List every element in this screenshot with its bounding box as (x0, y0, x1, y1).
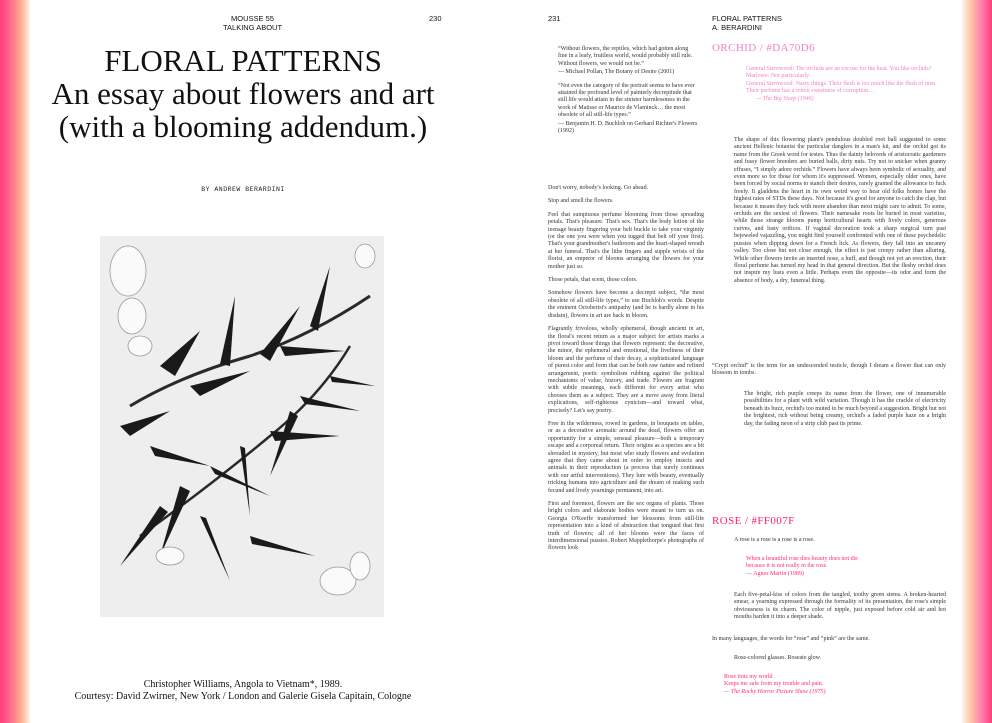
body-column-left (548, 185, 704, 559)
body-paragraph: Free in the wilderness, rowed in gardens, in bouquets on tables, or as a decorative aromatic around the dead, flowers offer an opportunity for a simple, sensual pleasure—both a temporary escape and a corporeal return. Their origins as a species are a bit shrouded in mystery, but most who study flowers and evolution agree that they came about in order to employ insects and animals in their reproduction (a process that surely continues with our artful interventions). They lure with beauty, eventually tricking humans into agriculture and the dream of making such fecund and lively yearnings permanent, into art. (548, 420, 704, 494)
crypt-orchid-paragraph: “Crypt orchid” is the term for an undescended testicle, though I dream a flower that can only blossom in tombs. (712, 363, 946, 377)
right-header (712, 14, 782, 32)
pollan-attribution: — Michael Pollan, The Botany of Desire (2001) (558, 69, 675, 76)
left-page-gradient-edge (0, 0, 30, 723)
orchid-body (734, 137, 946, 291)
rose-glasses-line: Rose-colored glasses. Roseate glow. (734, 655, 822, 661)
agnes-martin-quote (746, 556, 946, 578)
orchid-color-paragraph: The bright, rich purple creeps its name from the flower, one of innumerable possibilities for a plant with wild variation. Though it has the crackle of electricity beneath its buzz, orchid's too muted to be much beyond a suggestion. Bright but not the brightest, rich without being creamy, orchid's a faded purple haze on a bright day, the fading neon of a strip club past its prime. (744, 391, 946, 427)
rose-heading: ROSE / #FF007F (712, 515, 795, 527)
right-page (496, 0, 962, 723)
body-paragraph: Don't worry, nobody's looking. Go ahead. (548, 185, 649, 191)
orchid-color-note (744, 391, 946, 434)
dialogue-line: General Sternwood: Nasty things. Their flesh is too much like the flesh of men. Their perfume has a rotten sweetness of corruption… (746, 80, 937, 95)
caption-courtesy: Courtesy: David Zwirner, New York / London and Galerie Gisela Capitain, Cologne (74, 691, 412, 702)
title-line-2: An essay about flowers and art (51, 76, 435, 111)
body-paragraph: Feel that sumptuous perfume blooming from those spreading petals. That's pleasure. That's sex. That's the body lotion of the teenage beauty fingering your belt buckle to take your virginity (or the one you were when you tugged that belt off your first). That's your grandmother's bathroom and the heart-shaped wreath at her funeral. That's the lithe fingers and supple wrists of the florist, an emperor of blooms arranging the flowers for your mother just so. (548, 211, 704, 270)
orchid-heading: ORCHID / #DA70D6 (712, 42, 815, 54)
rose-line (734, 537, 946, 550)
magazine-issue: MOUSSE 55 (231, 14, 274, 23)
orchid-dialogue (746, 66, 946, 103)
body-paragraph: Those petals, that scent, those colors. (548, 277, 638, 284)
rose-glasses (734, 655, 946, 668)
rose-languages-line: In many languages, the words for “rose” and “pink” are the same. (712, 636, 870, 642)
dialogue-line: Marlowe: Not particularly. (746, 73, 811, 80)
rose-is-a-rose: A rose is a rose is a rose is a rose. (734, 537, 815, 543)
right-page-number: 231 (548, 14, 561, 23)
lyric-line: Rose tints my world (724, 674, 773, 680)
running-author: A. BERARDINI (712, 23, 763, 32)
flower-photograph (100, 236, 384, 617)
byline: BY ANDREW BERARDINI (201, 186, 285, 193)
body-paragraph: Stop and smell the flowers. (548, 198, 614, 205)
dialogue-line: General Sternwood: The orchids are an excuse for the heat. You like orchids? (746, 66, 932, 72)
buchloh-quote: “Not even the category of the portrait seems to have ever attained the profound level of painterly decrepitude that still life would attain in the sinister harmlessness in the work of Matisse or Maurice de Vlaminck… the most obsolete of all still-life types.” (558, 82, 695, 119)
title-line-3: (with a blooming addendum.) (58, 109, 428, 144)
left-header (223, 14, 282, 32)
caption-credit: Christopher Williams, Angola to Vietnam*, 1989. (143, 679, 343, 690)
running-title: FLORAL PATTERNS (712, 14, 782, 23)
pollan-quote: “Without flowers, the reptiles, which had gotten along fine in a leafy, fruitless world, would probably still rule. Without flowers, we would not be.” (558, 46, 693, 67)
rocky-horror-quote (724, 674, 944, 696)
rose-body (734, 592, 946, 628)
right-page-gradient-edge (962, 0, 992, 723)
title-line-1: FLORAL PATTERNS (104, 43, 382, 78)
quote-attribution: — Agnes Martin (1989) (746, 570, 804, 577)
photo-caption (30, 679, 456, 703)
left-page (30, 0, 496, 723)
dialogue-source: — The Big Sleep (1946) (756, 95, 814, 102)
quote-line: because it is not really in the rose. (746, 563, 828, 570)
orchid-crypt-note (712, 363, 946, 384)
section-name: TALKING ABOUT (223, 23, 283, 32)
rose-paragraph: Each five-petal-kiss of colors from the tangled, toothy green stems. A broken-hearted smear, a yearning expressed through the formality of its presentation, the rose's simple obviousness is its charm. The color of nipple, just exposed before cold air and hot mouths harden it into a deeper shade. (734, 592, 946, 621)
epigraph-quotes (558, 46, 698, 140)
left-page-number: 230 (429, 14, 442, 23)
body-paragraph: First and foremost, flowers are the sex organs of plants. Those bright colors and elaborate bodies were meant to turn us on. Georgia O'Keeffe transformed her blossoms from still-life representation into a kind of abstraction that tongued that first truth of flowers; all of her blooms were the faces of interdimensional pussies. Robert Mapplethorpe's photographs of flowers look (548, 501, 704, 552)
article-title (30, 44, 456, 143)
rose-languages (712, 636, 946, 649)
buchloh-attribution: — Benjamin H. D. Buchloh on Gerhard Richter's Flowers (1992) (558, 120, 698, 135)
quote-line: When a beautiful rose dies beauty does not die (746, 556, 858, 562)
lyric-attribution: — The Rocky Horror Picture Show (1975) (724, 688, 826, 695)
lyric-line: Keeps me safe from my trouble and pain. (724, 681, 824, 688)
body-paragraph: Flagrantly frivolous, wholly ephemeral, though ancient in art, the floral's recent return as a major subject for artists marks a pivot toward those things that flowers represent: the decorative, the minor, the ephemeral and emotional, the liveliness of their bloom and the perfume of their decay, a sophisticated language of purest color and form that can be both raw nature and refined arrangement, poetic symbolism rubbing against the political mechanisms of value, history, and trade. Flowers are fragrant with subtle meanings, each different for every artist who chooses them as a subject. They are a move away from literal explications, self-righteous cynicism—and toward what, precisely? Let's say poetry. (548, 326, 704, 414)
body-paragraph: Somehow flowers have become a decrepit subject, “the most obsolete of all still-life types,” to use Buchloh's words. Despite the eminent Octoberist's antipathy (and he is hardly alone in his disdain), flowers in art are back in bloom. (548, 290, 704, 319)
orchid-paragraph: The shape of this flowering plant's pendulous doubled root ball suggested to some ancient Hellenic botanist the particular danglers in a man's kit, and the orchid got its name from the Greek word for testes. Thus the dainty beloveds of aristocratic gardeners and fussy flower breeders are buried balls, dirty nuts. Try not to snicker when granny effuses, “I simply adore orchids.” Flowers have always been symbolic of sexuality, and even more so for those for whom it's suppressed. Women, especially older ones, have been forced by social norms to stanch their desires, rarely granted the allowance to fuck freely. It gladdens the heart in its own weird way to hear old folks homes have the highest rates of STDs these days. Not because it's good for anyone to catch the clap, but because it means they fuck with more abandon than most might care to admit. To some, orchids are the sexiest of flowers. Their namesake roots lie buried in most varieties, while those strange blooms pump horticultural hearts with lively colors, generous curves, and lusty orifices. If vaginal decoration took a sharp surgical turn past bejeweled vajazzling, you might find yourself confronted with one of these psychedelic pussies when dipping down for a French lick. As flowers, they fall into an uncanny valley. Too close but not close enough, the effect is just creepy rather than alluring. While other flowers invite an inserted nose, a huff, and though not yet an erection, their floral perfume has turned my head in that general direction. But the fleshy orchid does not inspire my lusts even a little. Perhaps even the opposite—its odor and form the absence of body, a dry, funereal thing. (734, 137, 946, 284)
